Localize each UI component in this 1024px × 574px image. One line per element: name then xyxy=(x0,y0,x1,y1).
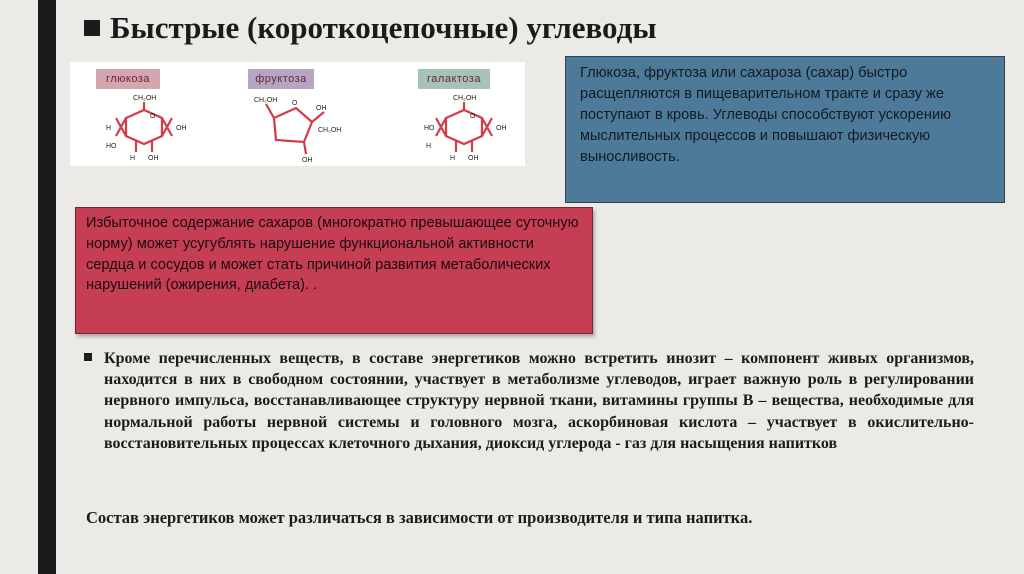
title-bullet xyxy=(84,20,100,36)
svg-text:O: O xyxy=(470,113,476,120)
fructose-label: фруктоза xyxy=(248,69,314,89)
glucose-structure xyxy=(88,92,198,164)
glucose-label: глюкоза xyxy=(96,69,160,89)
svg-text:CH₂OH: CH₂OH xyxy=(133,95,157,102)
galactose-structure xyxy=(408,92,518,164)
svg-text:H: H xyxy=(130,155,136,162)
main-bullet-item xyxy=(84,348,975,454)
bullet-marker xyxy=(84,353,92,361)
info-box-fast-carbs: Глюкоза, фруктоза или сахароза (сахар) быстро расщепляются в пищеварительном тракте и сразу же поступают в кровь. Углеводы способствуют ускорению мыслительных процессов и повышают физическую выносливость. xyxy=(565,56,1005,203)
svg-text:H: H xyxy=(450,155,456,162)
svg-text:O: O xyxy=(150,113,156,120)
svg-text:CH₂OH: CH₂OH xyxy=(318,127,342,134)
title-row xyxy=(84,10,657,46)
svg-text:OH: OH xyxy=(316,105,327,112)
svg-text:CH₂OH: CH₂OH xyxy=(254,97,278,104)
svg-text:OH: OH xyxy=(176,125,187,132)
main-paragraph: Кроме перечисленных веществ, в составе энергетиков можно встретить инозит – компонент живых организмов, находится в них в свободном состоянии, участвует в метаболизме углеводов, играет важную роль в регулировании нервного импульса, восстанавливающее структуру нервной ткани, витамины группы В – вещества, необходимые для нормальной работы нервной системы и головного мозга, аскорбиновая кислота – участвует в окислительно-восстановительных процессах клеточного дыхания, диоксид углерода - газ для насыщения напитков xyxy=(104,350,974,452)
slide-title: Быстрые (короткоцепочные) углеводы xyxy=(110,10,657,45)
molecule-structures-image xyxy=(70,62,525,166)
svg-text:OH: OH xyxy=(496,125,507,132)
svg-text:HO: HO xyxy=(424,125,435,132)
svg-text:OH: OH xyxy=(148,155,159,162)
svg-text:HO: HO xyxy=(106,143,117,150)
svg-text:CH₂OH: CH₂OH xyxy=(453,95,477,102)
svg-text:OH: OH xyxy=(468,155,479,162)
svg-text:H: H xyxy=(106,125,112,132)
footer-paragraph: Состав энергетиков может различаться в зависимости от производителя и типа напитка. xyxy=(86,508,753,527)
svg-text:H: H xyxy=(426,143,432,150)
left-accent-bar xyxy=(38,0,56,574)
galactose-label: галактоза xyxy=(418,69,490,89)
fructose-structure xyxy=(246,92,356,164)
svg-text:OH: OH xyxy=(302,157,313,164)
svg-text:O: O xyxy=(292,100,298,107)
warning-box-excess-sugar: Избыточное содержание сахаров (многократно превышающее суточную норму) может усугублять нарушение функциональной активности сердца и сосудов и может стать причиной развития метаболических нарушений (ожирения, диабета). . xyxy=(75,207,593,334)
